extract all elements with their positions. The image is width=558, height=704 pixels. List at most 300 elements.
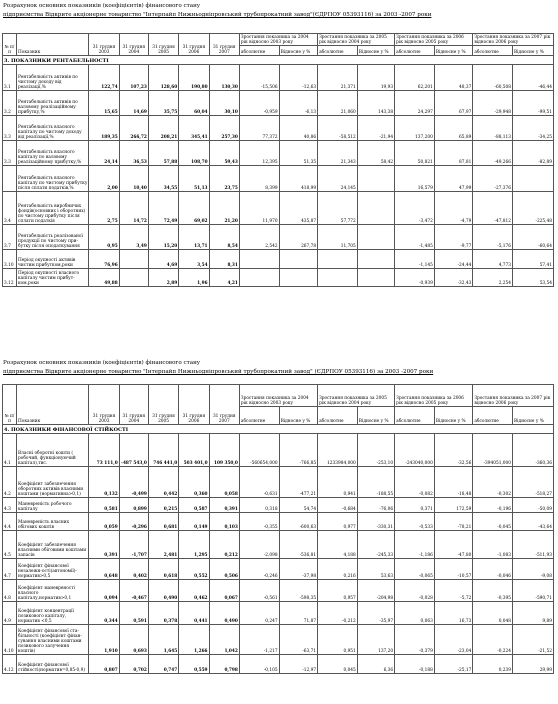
absolute-change: -243040,000 — [395, 434, 435, 467]
relative-change: -360,36 — [513, 434, 554, 467]
row-number: 3.3 — [3, 115, 17, 140]
indicator-name: Рентабельність активів по чистому доходу від реалізації,% — [17, 64, 89, 90]
indicator-name: Рентабельність власного капіталу по валовому реалізаційному прибутку,% — [17, 140, 89, 165]
relative-change: -600,63 — [279, 513, 318, 531]
absolute-change — [239, 268, 279, 286]
relative-change: -82,89 — [513, 140, 554, 165]
column-header-relative: Відносне у % — [513, 407, 554, 425]
absolute-change: -0,355 — [239, 513, 279, 531]
column-header-year: 31 грудня 2003 — [89, 34, 119, 56]
absolute-change: 4,773 — [473, 249, 513, 268]
table-row — [3, 655, 554, 674]
absolute-change: -0,028 — [395, 580, 435, 602]
absolute-change: -0,631 — [239, 467, 279, 498]
indicator-name: Коефіцієнт маневреності власного капіталу,норматив>0,1 — [17, 580, 89, 602]
year-value: 122,74 — [89, 64, 119, 90]
absolute-change: -0,246 — [239, 559, 279, 580]
relative-change: -37,98 — [279, 559, 318, 580]
absolute-change — [239, 249, 279, 268]
table-row — [3, 434, 554, 467]
indicator-name: Коефіцієнт фінансової незалежн-ості(автономії)-норматив>0,5 — [17, 559, 89, 580]
column-header-relative: Відносне у % — [434, 46, 473, 56]
table-row — [3, 191, 554, 224]
absolute-change: 0,048 — [473, 602, 513, 625]
column-header-growth: Зростання показника за 2005 рік відносно 2004 року — [318, 385, 395, 407]
relative-change: -21,94 — [357, 115, 394, 140]
year-value: 0,490 — [209, 602, 239, 625]
year-value: 0,559 — [179, 655, 209, 674]
year-value: 0,391 — [209, 498, 239, 513]
column-header-year: 31 грудня 2005 — [148, 34, 178, 56]
relative-change: -5,72 — [434, 580, 473, 602]
relative-change: 51,35 — [279, 140, 318, 165]
absolute-change: 0,216 — [318, 559, 358, 580]
year-value: 0,591 — [119, 602, 148, 625]
column-header-absolute: абсолютне — [239, 46, 279, 56]
relative-change: 435,87 — [279, 191, 318, 224]
column-header-year: 31 грудня 2005 — [148, 385, 178, 425]
absolute-change: 11,705 — [318, 224, 358, 249]
absolute-change: -47,812 — [473, 191, 513, 224]
relative-change: -43,64 — [513, 513, 554, 531]
year-value: 3,49 — [119, 224, 148, 249]
year-value: 76,96 — [89, 249, 119, 268]
year-value: -1,707 — [119, 531, 148, 559]
absolute-change: -1,145 — [395, 249, 435, 268]
column-header-growth: Зростання показника за 2004 рік відносно 2003 року — [239, 385, 317, 407]
indicator-name: Коефіцієнт забезпечення власними обіговими коштами запасів — [17, 531, 89, 559]
year-value: 36,53 — [119, 140, 148, 165]
year-value: -0,296 — [119, 513, 148, 531]
indicator-name: Рентабельність власного капіталу по чистому прибутку після сплати податків,% — [17, 165, 89, 191]
relative-change: -18,48 — [434, 467, 473, 498]
relative-change: 418,99 — [279, 165, 318, 191]
relative-change: 19,93 — [357, 64, 394, 90]
relative-change: 54,74 — [279, 498, 318, 513]
indicator-name: Коефіцієнт концентрації позикового капіталу, норматив <0,5 — [17, 602, 89, 625]
absolute-change: 50,821 — [395, 140, 435, 165]
row-number: 3.2 — [3, 90, 17, 115]
absolute-change: -0,533 — [395, 513, 435, 531]
table-row — [3, 224, 554, 249]
year-value: 1,96 — [179, 268, 209, 286]
year-value: 0,702 — [119, 655, 148, 674]
relative-change: 137,20 — [357, 625, 394, 655]
absolute-change: 0,977 — [318, 513, 358, 531]
year-value: 0,807 — [89, 655, 119, 674]
table-row — [3, 531, 554, 559]
year-value: 189,35 — [89, 115, 119, 140]
relative-change: -99,51 — [513, 90, 554, 115]
column-header-year: 31 грудня 2006 — [179, 34, 209, 56]
year-value: 8,31 — [209, 249, 239, 268]
report-title: Розрахунок основних показників (коефіцієнтів) фінансового стану — [3, 360, 201, 366]
absolute-change: 0,941 — [318, 467, 358, 498]
absolute-change: -15,506 — [239, 64, 279, 90]
year-value: 0,581 — [89, 498, 119, 513]
column-header-indicator: Показник — [17, 34, 89, 56]
absolute-change: -60,508 — [473, 64, 513, 90]
year-value: 0,681 — [148, 513, 178, 531]
indicator-name: Рентабельність власного капіталу по чистому доходу від реалізації,% — [17, 115, 89, 140]
year-value: 257,30 — [209, 115, 239, 140]
absolute-change: -0,224 — [473, 625, 513, 655]
year-value: 8,54 — [209, 224, 239, 249]
relative-change: -766,85 — [279, 434, 318, 467]
absolute-change: -49,266 — [473, 140, 513, 165]
relative-change: -78,21 — [434, 513, 473, 531]
relative-change: -35,97 — [357, 602, 394, 625]
row-number: 4.12 — [3, 655, 17, 674]
column-header-growth: Зростання показника за 2005 рік відносно 2004 року — [318, 34, 395, 46]
year-value: 21,20 — [209, 191, 239, 224]
year-value: 0,441 — [179, 602, 209, 625]
year-value: 15,20 — [148, 224, 178, 249]
absolute-change: -29,948 — [473, 90, 513, 115]
absolute-change: 0,063 — [395, 602, 435, 625]
relative-change: 143,38 — [357, 90, 394, 115]
absolute-change: -0,684 — [318, 498, 358, 513]
relative-change: -204,98 — [357, 580, 394, 602]
relative-change: -245,33 — [357, 531, 394, 559]
relative-change: -518,27 — [513, 467, 554, 498]
year-value: 1,266 — [179, 625, 209, 655]
relative-change: -590,71 — [513, 580, 554, 602]
year-value: 1,645 — [148, 625, 178, 655]
relative-change: -10,57 — [434, 559, 473, 580]
absolute-change: 0,371 — [395, 498, 435, 513]
column-header-no: № п/п — [3, 34, 17, 56]
year-value: 2,75 — [89, 191, 119, 224]
relative-change — [357, 191, 394, 224]
relative-change: -511,93 — [513, 531, 554, 559]
year-value: 1,910 — [89, 625, 119, 655]
relative-change: -9,08 — [513, 559, 554, 580]
column-header-year: 31 грудня 2004 — [119, 385, 148, 425]
row-number: 3.7 — [3, 224, 17, 249]
report-subtitle: підприємства Відкрите акціонерне товариство "Інтерпайп Нижньодніпровський трубопрокатний завод"(ЄДРПОУ 05393116) за 2003 -2007 роки — [3, 12, 432, 18]
year-value: 24,14 — [89, 140, 119, 165]
column-header-absolute: абсолютне — [239, 407, 279, 425]
year-value: 59,43 — [209, 140, 239, 165]
year-value — [119, 268, 148, 286]
absolute-change: -0,188 — [395, 655, 435, 674]
relative-change: -12,63 — [279, 64, 318, 90]
column-header-relative: Відносне у % — [279, 407, 318, 425]
row-number: 4.9 — [3, 602, 17, 625]
absolute-change: 0,239 — [473, 655, 513, 674]
year-value: 0,402 — [119, 559, 148, 580]
relative-change: 53,63 — [357, 559, 394, 580]
year-value: 345,41 — [179, 115, 209, 140]
absolute-change: -0,379 — [395, 625, 435, 655]
column-header-no: № п/п — [3, 385, 17, 425]
year-value: 10,40 — [119, 165, 148, 191]
year-value: 128,60 — [148, 64, 178, 90]
absolute-change: -0,959 — [239, 90, 279, 115]
row-number: 3.1 — [3, 64, 17, 90]
absolute-change: 11,970 — [239, 191, 279, 224]
year-value: 51,13 — [179, 165, 209, 191]
absolute-change: -0,395 — [473, 580, 513, 602]
year-value: 0,067 — [209, 580, 239, 602]
year-value: 4,69 — [148, 249, 178, 268]
indicators-table — [2, 384, 554, 674]
year-value: 0,132 — [89, 467, 119, 498]
year-value: 14,69 — [119, 90, 148, 115]
column-header-relative: Відносне у % — [513, 46, 554, 56]
absolute-change: 57,772 — [318, 191, 358, 224]
relative-change: 6,36 — [357, 655, 394, 674]
row-number: 4.10 — [3, 625, 17, 655]
table-row — [3, 64, 554, 90]
relative-change: -47,80 — [434, 531, 473, 559]
header-row — [3, 34, 554, 46]
relative-change: 29,99 — [513, 655, 554, 674]
absolute-change: 0,247 — [239, 602, 279, 625]
year-value: -0,467 — [119, 580, 148, 602]
absolute-change: -0,082 — [395, 467, 435, 498]
absolute-change: -560654,000 — [239, 434, 279, 467]
relative-change: 57,41 — [513, 249, 554, 268]
relative-change: -76,06 — [357, 498, 394, 513]
absolute-change: 12,395 — [239, 140, 279, 165]
relative-change: -23,04 — [434, 625, 473, 655]
table-row — [3, 580, 554, 602]
year-value: -487 543,0 — [119, 434, 148, 467]
year-value: 746 441,0 — [148, 434, 178, 467]
year-value: 0,747 — [148, 655, 178, 674]
relative-change: -32,56 — [434, 434, 473, 467]
relative-change: -46,44 — [513, 64, 554, 90]
year-value: 0,149 — [179, 513, 209, 531]
relative-change: -225,48 — [513, 191, 554, 224]
year-value: 0,552 — [179, 559, 209, 580]
year-value: 34,55 — [148, 165, 178, 191]
indicator-name: Рентабельність виробничих фондів(основних і оборотних) по чистому прибутку після сплати податків — [17, 191, 89, 224]
year-value: 0,618 — [148, 559, 178, 580]
absolute-change: -0,561 — [239, 580, 279, 602]
relative-change: 65,89 — [434, 115, 473, 140]
year-value: -0,499 — [119, 467, 148, 498]
table-row — [3, 165, 554, 191]
row-number: 3.10 — [3, 249, 17, 268]
year-value: 2,481 — [148, 531, 178, 559]
year-value: 0,360 — [179, 467, 209, 498]
relative-change: 172,59 — [434, 498, 473, 513]
absolute-change: -0,046 — [473, 559, 513, 580]
table-row — [3, 513, 554, 531]
absolute-change: -0,065 — [395, 559, 435, 580]
absolute-change: -5,176 — [473, 224, 513, 249]
year-value: 15,65 — [89, 90, 119, 115]
indicator-name: Рентабельність реалізованої продукції по чистому при-бутку після оподаткування — [17, 224, 89, 249]
indicator-name: Коефіцієнт фінансової стійкості(норматив=0,85-0,9) — [17, 655, 89, 674]
table-row — [3, 625, 554, 655]
section-row — [3, 55, 554, 64]
column-header-absolute: абсолютне — [318, 407, 358, 425]
table-row — [3, 559, 554, 580]
table-row — [3, 268, 554, 286]
year-value: 108,70 — [179, 140, 209, 165]
indicator-name: Маневреність робочого капіталу — [17, 498, 89, 513]
section-title: 4. ПОКАЗНИКИ ФІНАНСОВОЇ СТІЙКОСТІ — [3, 425, 554, 434]
year-value: 72,49 — [148, 191, 178, 224]
relative-change — [357, 249, 394, 268]
year-value: 23,75 — [209, 165, 239, 191]
year-value: 107,23 — [119, 64, 148, 90]
relative-change: -25,17 — [434, 655, 473, 674]
table-row — [3, 467, 554, 498]
relative-change — [279, 268, 318, 286]
table-row — [3, 90, 554, 115]
absolute-change: 62,201 — [395, 64, 435, 90]
indicator-name: Маневреність власних обігових коштів — [17, 513, 89, 531]
relative-change: -32,43 — [434, 268, 473, 286]
absolute-change: -1,083 — [473, 531, 513, 559]
relative-change: -34,25 — [513, 115, 554, 140]
year-value: 0,648 — [89, 559, 119, 580]
row-number: 4.4 — [3, 513, 17, 531]
year-value: 2,00 — [89, 165, 119, 191]
column-header-absolute: абсолютне — [473, 407, 513, 425]
year-value: 0,215 — [148, 498, 178, 513]
absolute-change: -2,098 — [239, 531, 279, 559]
relative-change: -4,79 — [434, 191, 473, 224]
relative-change: -598,35 — [279, 580, 318, 602]
column-header-relative: Відносне у % — [357, 407, 394, 425]
relative-change: -188,55 — [357, 467, 394, 498]
column-header-year: 31 грудня 2007 — [209, 385, 239, 425]
absolute-change: -0,045 — [473, 513, 513, 531]
column-header-year: 31 грудня 2006 — [179, 385, 209, 425]
absolute-change: 0,957 — [318, 580, 358, 602]
absolute-change: -3,472 — [395, 191, 435, 224]
absolute-change: -0,196 — [473, 498, 513, 513]
indicator-name: Період окупності власного капіталу чистим прибут-ком,роки — [17, 268, 89, 286]
absolute-change: 21,371 — [318, 64, 358, 90]
relative-change: 53,54 — [513, 268, 554, 286]
year-value: 109 350,0 — [209, 434, 239, 467]
absolute-change: -1,485 — [395, 224, 435, 249]
column-header-absolute: абсолютне — [473, 46, 513, 56]
row-number: 3.12 — [3, 268, 17, 286]
relative-change: -536,81 — [279, 531, 318, 559]
absolute-change: -394051,000 — [473, 434, 513, 467]
column-header-absolute: абсолютне — [318, 46, 358, 56]
column-header-year: 31 грудня 2007 — [209, 34, 239, 56]
column-header-absolute: абсолютне — [395, 46, 435, 56]
column-header-growth: Зростання показника за 2007 рік відносно 2006 року — [473, 385, 554, 407]
relative-change — [357, 268, 394, 286]
year-value: 69,02 — [179, 191, 209, 224]
absolute-change: 24,297 — [395, 90, 435, 115]
year-value: 0,059 — [89, 513, 119, 531]
relative-change — [513, 165, 554, 191]
absolute-change: -27,376 — [473, 165, 513, 191]
column-header-relative: Відносне у % — [279, 46, 318, 56]
relative-change: 16,73 — [434, 602, 473, 625]
year-value: 0,506 — [209, 559, 239, 580]
row-number: 4.2 — [3, 467, 17, 498]
header-row — [3, 385, 554, 407]
absolute-change: 0,951 — [318, 625, 358, 655]
row-number — [3, 165, 17, 191]
row-number: 4.5 — [3, 531, 17, 559]
absolute-change: 2,254 — [473, 268, 513, 286]
indicators-table — [2, 33, 554, 287]
row-number: 4.8 — [3, 580, 17, 602]
section-row — [3, 425, 554, 434]
relative-change: -330,31 — [357, 513, 394, 531]
year-value: 503 401,0 — [179, 434, 209, 467]
table-row — [3, 498, 554, 513]
indicator-name: Період окупності активів чистим прибутком,роки — [17, 249, 89, 268]
table-row — [3, 140, 554, 165]
table-row — [3, 602, 554, 625]
row-number: 4.7 — [3, 559, 17, 580]
year-value — [119, 249, 148, 268]
absolute-change — [318, 268, 358, 286]
column-header-year: 31 грудня 2004 — [119, 34, 148, 56]
absolute-change: 21,060 — [318, 90, 358, 115]
year-value: 13,71 — [179, 224, 209, 249]
year-value: 57,88 — [148, 140, 178, 165]
year-value: 266,72 — [119, 115, 148, 140]
year-value: 0,058 — [209, 467, 239, 498]
row-number: 4.3 — [3, 498, 17, 513]
section-title: 3. ПОКАЗНИКИ РЕНТАБЕЛЬНОСТІ — [3, 55, 554, 64]
year-value: 49,88 — [89, 268, 119, 286]
row-number: 3.3 — [3, 140, 17, 165]
absolute-change: -88,113 — [473, 115, 513, 140]
column-header-growth: Зростання показника за 2006 рік відносно 2005 року — [395, 385, 473, 407]
absolute-change: -0,302 — [473, 467, 513, 498]
year-value: 0,798 — [209, 655, 239, 674]
absolute-change: 16,579 — [395, 165, 435, 191]
year-value: 4,21 — [209, 268, 239, 286]
year-value: 130,30 — [209, 64, 239, 90]
year-value: 0,442 — [148, 467, 178, 498]
row-number: 3.4 — [3, 191, 17, 224]
absolute-change: 0,045 — [318, 655, 358, 674]
relative-change: -12,97 — [279, 655, 318, 674]
indicator-name: Власні оборотні кошти ( робочий, функціонуючий капітал),тис. — [17, 434, 89, 467]
year-value: 0,391 — [89, 531, 119, 559]
row-number: 4.1 — [3, 434, 17, 467]
relative-change: 9,89 — [513, 602, 554, 625]
year-value: 0,490 — [148, 580, 178, 602]
year-value: 3,54 — [179, 249, 209, 268]
year-value: 0,95 — [89, 224, 119, 249]
absolute-change: 137,200 — [395, 115, 435, 140]
relative-change: 267,78 — [279, 224, 318, 249]
relative-change: 67,97 — [434, 90, 473, 115]
year-value: 1,042 — [209, 625, 239, 655]
relative-change: 40,86 — [279, 115, 318, 140]
year-value: 208,21 — [148, 115, 178, 140]
relative-change: 47,99 — [434, 165, 473, 191]
year-value: 0,378 — [148, 602, 178, 625]
absolute-change: 24,145 — [318, 165, 358, 191]
relative-change: -50,09 — [513, 498, 554, 513]
year-value: 0,103 — [209, 513, 239, 531]
year-value: 0,094 — [89, 580, 119, 602]
absolute-change: 0,318 — [239, 498, 279, 513]
column-header-relative: Відносне у % — [434, 407, 473, 425]
column-header-growth: Зростання показника за 2004 рік відносно 2003 року — [239, 34, 317, 46]
year-value: 30,10 — [209, 90, 239, 115]
